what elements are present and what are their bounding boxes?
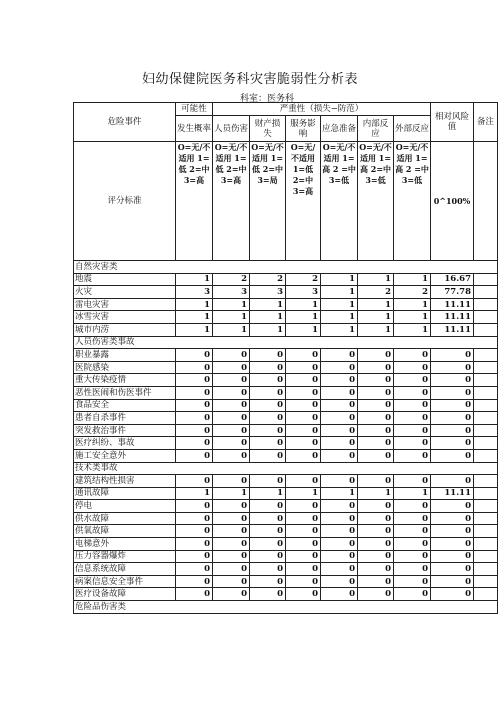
score-cell: 1 <box>394 323 431 336</box>
score-cell: 0 <box>250 525 286 538</box>
score-cell: 0 <box>286 412 321 425</box>
score-cell: 0 <box>286 399 321 412</box>
event-name: 电梯意外 <box>74 538 176 551</box>
risk-cell: 0 <box>431 386 474 399</box>
risk-cell: 0 <box>431 538 474 551</box>
score-cell: 1 <box>250 311 286 324</box>
criteria-cell: O=无/不适用 1=高 2 =中 3=低 <box>394 142 431 261</box>
vulnerability-table <box>73 102 498 614</box>
score-cell: 0 <box>250 512 286 525</box>
score-cell: 0 <box>213 550 250 563</box>
table-row <box>74 399 498 412</box>
table-row <box>74 349 498 362</box>
score-cell: 1 <box>286 487 321 500</box>
score-cell: 0 <box>321 349 358 362</box>
remark-cell <box>474 286 498 299</box>
score-cell: 1 <box>358 323 394 336</box>
score-cell: 0 <box>250 374 286 387</box>
remark-cell <box>474 563 498 576</box>
score-cell: 0 <box>250 550 286 563</box>
event-name: 城市内涝 <box>74 323 176 336</box>
risk-cell: 0 <box>431 399 474 412</box>
score-cell: 1 <box>176 273 213 286</box>
criteria-cell: O=无/不适用 1=低 2=中 3=高 <box>213 142 250 261</box>
table-row <box>74 323 498 336</box>
score-cell: 0 <box>176 563 213 576</box>
score-cell: 1 <box>358 487 394 500</box>
table-row <box>74 424 498 437</box>
score-cell: 0 <box>394 500 431 513</box>
score-cell: 0 <box>213 588 250 601</box>
event-name: 通讯故障 <box>74 487 176 500</box>
event-name: 信息系统故障 <box>74 563 176 576</box>
score-cell: 0 <box>394 349 431 362</box>
header-severity: 严重性（损失−防范） <box>213 103 431 116</box>
score-cell: 0 <box>358 361 394 374</box>
category-name: 自然灾害类 <box>74 261 498 274</box>
score-cell: 0 <box>286 374 321 387</box>
score-cell: 0 <box>286 588 321 601</box>
score-cell: 0 <box>394 475 431 488</box>
header-event: 危险事件 <box>74 103 176 142</box>
score-cell: 0 <box>286 349 321 362</box>
event-name: 地震 <box>74 273 176 286</box>
score-cell: 0 <box>286 449 321 462</box>
category-name: 人员伤害类事故 <box>74 336 498 349</box>
risk-cell: 16.67 <box>431 273 474 286</box>
category-row <box>74 601 498 614</box>
event-name: 病案信息安全事件 <box>74 575 176 588</box>
score-cell: 1 <box>321 323 358 336</box>
risk-cell: 0 <box>431 374 474 387</box>
score-cell: 0 <box>358 349 394 362</box>
score-cell: 0 <box>358 449 394 462</box>
score-cell: 0 <box>213 399 250 412</box>
remark-cell <box>474 361 498 374</box>
score-cell: 1 <box>176 311 213 324</box>
table-row <box>74 588 498 601</box>
risk-cell: 0 <box>431 449 474 462</box>
table-row <box>74 538 498 551</box>
score-cell: 0 <box>321 512 358 525</box>
score-cell: 0 <box>358 500 394 513</box>
subheader-probability: 发生概率 <box>176 116 213 142</box>
score-cell: 0 <box>213 349 250 362</box>
event-name: 施工安全意外 <box>74 449 176 462</box>
score-cell: 0 <box>358 424 394 437</box>
table-row <box>74 563 498 576</box>
score-cell: 0 <box>358 538 394 551</box>
score-cell: 1 <box>176 487 213 500</box>
score-cell: 0 <box>250 361 286 374</box>
risk-cell: 0 <box>431 500 474 513</box>
event-name: 医院感染 <box>74 361 176 374</box>
score-cell: 1 <box>321 487 358 500</box>
score-cell: 0 <box>250 563 286 576</box>
score-cell: 0 <box>250 437 286 450</box>
score-cell: 0 <box>358 386 394 399</box>
score-cell: 0 <box>394 512 431 525</box>
criteria-cell: O=无/不适用 1=低 2=中 3=高 <box>176 142 213 261</box>
score-cell: 0 <box>394 424 431 437</box>
remark-cell <box>474 475 498 488</box>
score-cell: 0 <box>286 563 321 576</box>
score-cell: 1 <box>286 298 321 311</box>
score-cell: 1 <box>213 298 250 311</box>
risk-cell: 0 <box>431 563 474 576</box>
remark-cell <box>474 538 498 551</box>
score-cell: 0 <box>213 538 250 551</box>
risk-cell: 11.11 <box>431 323 474 336</box>
score-cell: 0 <box>286 575 321 588</box>
score-cell: 0 <box>321 588 358 601</box>
remark-cell <box>474 424 498 437</box>
category-name: 危险品伤害类 <box>74 601 498 614</box>
remark-cell <box>474 588 498 601</box>
score-cell: 0 <box>213 525 250 538</box>
score-cell: 0 <box>250 412 286 425</box>
risk-cell: 0 <box>431 588 474 601</box>
document-title: 妇幼保健院医务科灾害脆弱性分析表 <box>141 72 358 87</box>
score-cell: 0 <box>176 500 213 513</box>
category-row <box>74 261 498 274</box>
score-cell: 0 <box>176 424 213 437</box>
table-row <box>74 412 498 425</box>
score-cell: 0 <box>213 563 250 576</box>
remark-cell <box>474 298 498 311</box>
score-cell: 1 <box>358 273 394 286</box>
score-cell: 0 <box>250 500 286 513</box>
event-name: 建筑结构性损害 <box>74 475 176 488</box>
risk-cell: 11.11 <box>431 487 474 500</box>
score-cell: 0 <box>358 563 394 576</box>
event-name: 供氧故障 <box>74 525 176 538</box>
table-row <box>74 575 498 588</box>
event-name: 重大传染疫情 <box>74 374 176 387</box>
header-relative-risk: 相对风险值 <box>431 103 474 142</box>
event-name: 恶性医闹和伤医事件 <box>74 386 176 399</box>
score-cell: 1 <box>358 311 394 324</box>
score-cell: 1 <box>394 487 431 500</box>
score-cell: 1 <box>321 286 358 299</box>
subheader-external: 外部反应 <box>394 116 431 142</box>
score-cell: 3 <box>286 286 321 299</box>
score-cell: 0 <box>394 374 431 387</box>
criteria-cell: O=无/不适用 1=高 2=中 3=低 <box>358 142 394 261</box>
score-cell: 0 <box>213 449 250 462</box>
score-cell: 0 <box>321 449 358 462</box>
category-name: 技术类事故 <box>74 462 498 475</box>
event-name: 患者自杀事件 <box>74 412 176 425</box>
score-cell: 0 <box>213 437 250 450</box>
score-cell: 1 <box>176 323 213 336</box>
score-cell: 0 <box>213 412 250 425</box>
score-cell: 3 <box>176 286 213 299</box>
score-cell: 0 <box>394 538 431 551</box>
score-cell: 2 <box>250 273 286 286</box>
risk-cell: 0 <box>431 424 474 437</box>
score-cell: 0 <box>321 575 358 588</box>
score-cell: 0 <box>321 437 358 450</box>
score-cell: 2 <box>394 286 431 299</box>
event-name: 压力容器爆炸 <box>74 550 176 563</box>
score-cell: 0 <box>321 386 358 399</box>
score-cell: 0 <box>394 361 431 374</box>
score-cell: 1 <box>176 298 213 311</box>
table-row <box>74 475 498 488</box>
score-cell: 0 <box>321 475 358 488</box>
score-cell: 0 <box>394 399 431 412</box>
remark-cell <box>474 311 498 324</box>
score-cell: 0 <box>176 525 213 538</box>
table-row <box>74 286 498 299</box>
criteria-cell: O=无/不适用 1=低 2=中 3=局 <box>250 142 286 261</box>
score-cell: 0 <box>358 588 394 601</box>
score-cell: 1 <box>250 323 286 336</box>
score-cell: 0 <box>176 349 213 362</box>
score-cell: 1 <box>394 298 431 311</box>
risk-cell: 0 <box>431 437 474 450</box>
remark-cell <box>474 386 498 399</box>
score-cell: 0 <box>286 437 321 450</box>
score-cell: 0 <box>358 399 394 412</box>
score-cell: 0 <box>213 374 250 387</box>
score-cell: 0 <box>176 386 213 399</box>
score-cell: 0 <box>286 475 321 488</box>
event-name: 职业暴露 <box>74 349 176 362</box>
score-cell: 0 <box>213 512 250 525</box>
score-cell: 2 <box>358 286 394 299</box>
criteria-cell: O=无/不适用 1=低 2=中 3=高 <box>286 142 321 261</box>
score-cell: 0 <box>358 437 394 450</box>
event-name: 医疗纠纷、事故 <box>74 437 176 450</box>
score-cell: 0 <box>176 412 213 425</box>
risk-cell: 0 <box>431 575 474 588</box>
table-row <box>74 298 498 311</box>
event-name: 医疗设备故障 <box>74 588 176 601</box>
score-cell: 0 <box>358 550 394 563</box>
score-cell: 0 <box>213 386 250 399</box>
table-row <box>74 550 498 563</box>
risk-cell: 0 <box>431 475 474 488</box>
score-cell: 0 <box>394 588 431 601</box>
score-cell: 1 <box>394 311 431 324</box>
score-cell: 0 <box>394 550 431 563</box>
event-name: 供水故障 <box>74 512 176 525</box>
risk-cell: 77.78 <box>431 286 474 299</box>
score-cell: 0 <box>286 525 321 538</box>
table-row <box>74 361 498 374</box>
table-row <box>74 273 498 286</box>
score-cell: 0 <box>250 475 286 488</box>
remark-cell <box>474 323 498 336</box>
score-cell: 0 <box>286 538 321 551</box>
event-name: 食品安全 <box>74 399 176 412</box>
score-cell: 0 <box>176 588 213 601</box>
score-cell: 0 <box>250 449 286 462</box>
department-label: 科室：医务科 <box>240 94 295 104</box>
criteria-remark <box>474 142 498 261</box>
score-cell: 1 <box>286 323 321 336</box>
remark-cell <box>474 487 498 500</box>
risk-cell: 0 <box>431 525 474 538</box>
remark-cell <box>474 412 498 425</box>
header-remark: 备注 <box>474 103 498 142</box>
score-cell: 0 <box>358 512 394 525</box>
table-body <box>74 103 498 614</box>
subheader-preparedness: 应急准备 <box>321 116 358 142</box>
score-cell: 0 <box>321 374 358 387</box>
score-cell: 0 <box>321 563 358 576</box>
table-row <box>74 500 498 513</box>
score-cell: 0 <box>176 374 213 387</box>
subheader-service: 服务影响 <box>286 116 321 142</box>
score-cell: 3 <box>250 286 286 299</box>
score-cell: 1 <box>250 487 286 500</box>
score-cell: 0 <box>321 525 358 538</box>
score-cell: 0 <box>176 361 213 374</box>
score-cell: 0 <box>321 361 358 374</box>
table-row <box>74 311 498 324</box>
score-cell: 0 <box>250 386 286 399</box>
event-name: 火灾 <box>74 286 176 299</box>
score-cell: 1 <box>213 311 250 324</box>
table-row <box>74 437 498 450</box>
remark-cell <box>474 349 498 362</box>
remark-cell <box>474 449 498 462</box>
score-cell: 0 <box>286 550 321 563</box>
score-cell: 1 <box>213 323 250 336</box>
score-cell: 0 <box>213 361 250 374</box>
table-row <box>74 374 498 387</box>
criteria-risk: 0^100% <box>431 142 474 261</box>
score-cell: 0 <box>394 525 431 538</box>
score-cell: 0 <box>321 412 358 425</box>
score-cell: 0 <box>213 475 250 488</box>
score-cell: 0 <box>213 500 250 513</box>
score-cell: 1 <box>321 298 358 311</box>
event-name: 突发救治事件 <box>74 424 176 437</box>
event-name: 雷电灾害 <box>74 298 176 311</box>
risk-cell: 11.11 <box>431 311 474 324</box>
score-cell: 1 <box>321 311 358 324</box>
remark-cell <box>474 525 498 538</box>
remark-cell <box>474 500 498 513</box>
score-cell: 0 <box>358 412 394 425</box>
score-cell: 1 <box>213 487 250 500</box>
score-cell: 0 <box>176 512 213 525</box>
score-cell: 0 <box>176 475 213 488</box>
score-cell: 2 <box>286 273 321 286</box>
table-row <box>74 487 498 500</box>
table-row <box>74 512 498 525</box>
remark-cell <box>474 273 498 286</box>
score-cell: 0 <box>394 386 431 399</box>
score-cell: 1 <box>394 273 431 286</box>
score-cell: 0 <box>213 575 250 588</box>
criteria-label: 评分标准 <box>74 142 176 261</box>
score-cell: 0 <box>321 424 358 437</box>
score-cell: 0 <box>250 399 286 412</box>
score-cell: 1 <box>358 298 394 311</box>
score-cell: 0 <box>394 563 431 576</box>
score-cell: 0 <box>286 361 321 374</box>
score-cell: 0 <box>176 538 213 551</box>
subheader-internal: 内部反应 <box>358 116 394 142</box>
score-cell: 0 <box>394 449 431 462</box>
score-cell: 0 <box>358 575 394 588</box>
score-cell: 0 <box>394 575 431 588</box>
subheader-property: 财产损失 <box>250 116 286 142</box>
score-cell: 0 <box>250 424 286 437</box>
remark-cell <box>474 575 498 588</box>
criteria-cell: O=无/不适用 1=高 2 =中 3=低 <box>321 142 358 261</box>
table-row <box>74 386 498 399</box>
risk-cell: 0 <box>431 412 474 425</box>
event-name: 冰雪灾害 <box>74 311 176 324</box>
remark-cell <box>474 437 498 450</box>
event-name: 停电 <box>74 500 176 513</box>
score-cell: 0 <box>250 349 286 362</box>
score-cell: 0 <box>286 512 321 525</box>
risk-cell: 0 <box>431 550 474 563</box>
remark-cell <box>474 399 498 412</box>
score-cell: 0 <box>358 525 394 538</box>
score-cell: 0 <box>176 399 213 412</box>
risk-cell: 11.11 <box>431 298 474 311</box>
score-cell: 0 <box>394 437 431 450</box>
risk-cell: 0 <box>431 512 474 525</box>
score-cell: 2 <box>213 273 250 286</box>
score-cell: 1 <box>250 298 286 311</box>
score-cell: 0 <box>176 437 213 450</box>
category-row <box>74 462 498 475</box>
remark-cell <box>474 374 498 387</box>
score-cell: 0 <box>358 374 394 387</box>
table-row <box>74 449 498 462</box>
subheader-personnel: 人员伤害 <box>213 116 250 142</box>
score-cell: 0 <box>321 538 358 551</box>
table-row <box>74 525 498 538</box>
remark-cell <box>474 512 498 525</box>
score-cell: 0 <box>250 575 286 588</box>
score-cell: 0 <box>250 538 286 551</box>
score-cell: 0 <box>321 550 358 563</box>
score-cell: 0 <box>286 500 321 513</box>
category-row <box>74 336 498 349</box>
score-cell: 1 <box>286 311 321 324</box>
risk-cell: 0 <box>431 361 474 374</box>
score-cell: 0 <box>176 449 213 462</box>
score-cell: 3 <box>213 286 250 299</box>
score-cell: 0 <box>321 399 358 412</box>
score-cell: 0 <box>176 550 213 563</box>
score-cell: 0 <box>321 500 358 513</box>
score-cell: 0 <box>213 424 250 437</box>
score-cell: 0 <box>358 475 394 488</box>
score-cell: 0 <box>176 575 213 588</box>
score-cell: 0 <box>250 588 286 601</box>
score-cell: 0 <box>286 386 321 399</box>
score-cell: 0 <box>394 412 431 425</box>
risk-cell: 0 <box>431 349 474 362</box>
score-cell: 0 <box>286 424 321 437</box>
score-cell: 1 <box>321 273 358 286</box>
header-possibility: 可能性 <box>176 103 213 116</box>
remark-cell <box>474 550 498 563</box>
